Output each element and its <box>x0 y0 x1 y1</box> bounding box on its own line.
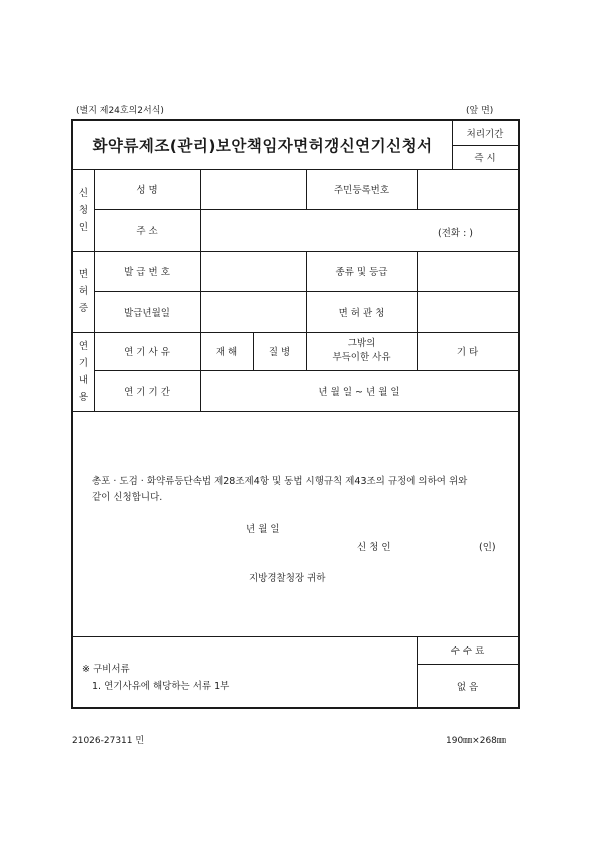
fee-label: 수 수 료 <box>450 646 485 657</box>
issue-date-label: 발급년월일 <box>124 307 170 319</box>
form-reference: (별지 제24호의2서식) <box>76 106 164 116</box>
addressee: 지방경찰청장 귀하 <box>249 573 326 584</box>
postponement-reason-label: 연 기 사 유 <box>124 347 170 358</box>
required-documents-item: 1. 연기사유에 해당하는 서류 1부 <box>92 681 230 692</box>
license-group-label: 면 허 증 <box>78 269 89 314</box>
application-date: 년 월 일 <box>246 524 280 535</box>
address-label: 주 소 <box>136 226 158 237</box>
applicant-signature-label: 신 청 인 <box>357 542 391 553</box>
applicant-group-label: 신 청 인 <box>78 187 89 233</box>
seal-mark: (인) <box>479 542 496 553</box>
issue-number-field[interactable] <box>201 252 306 291</box>
form-code: 21026-27311 민 <box>72 736 145 746</box>
resident-number-field[interactable] <box>418 170 518 209</box>
statement-line-1: 총포 · 도검 · 화약류등단속법 제28조제4항 및 동법 시행규칙 제43조의 규정에 의하여 위와 <box>92 476 468 487</box>
postponement-group-label: 연 기 내 용 <box>78 340 89 403</box>
name-field[interactable] <box>201 170 306 209</box>
type-grade-label: 종류 및 등급 <box>335 267 388 278</box>
statement-line-2: 같이 신청합니다. <box>92 492 163 503</box>
processing-period-label: 처리기간 <box>466 129 504 140</box>
postponement-period-label: 연 기 기 간 <box>124 386 170 398</box>
application-form <box>71 119 520 709</box>
issuing-office-label: 면 허 관 청 <box>338 307 385 319</box>
postponement-period-field[interactable]: 년 월 일 ~ 년 월 일 <box>318 386 400 398</box>
issue-date-field[interactable] <box>201 292 306 332</box>
reason-unavoidable-option[interactable]: 그밖의 부득이한 사유 <box>332 338 391 363</box>
paper-size: 190㎜×268㎜ <box>446 736 506 746</box>
required-documents-title: ※ 구비서류 <box>82 664 130 675</box>
issue-number-label: 발 급 번 호 <box>124 267 170 278</box>
reason-disaster-option[interactable]: 재 해 <box>215 347 238 358</box>
resident-number-label: 주민등록번호 <box>333 185 390 196</box>
form-title: 화약류제조(관리)보안책임자면허갱신연기신청서 <box>92 137 433 155</box>
fee-value: 없 음 <box>456 681 479 693</box>
reason-other-option[interactable]: 기 타 <box>456 347 479 358</box>
page-side-label: (앞 면) <box>466 106 494 116</box>
type-grade-field[interactable] <box>418 252 518 291</box>
processing-period-value: 즉 시 <box>474 153 496 164</box>
phone-text: (전화 : ) <box>438 228 474 239</box>
issuing-office-field[interactable] <box>418 292 518 332</box>
reason-illness-option[interactable]: 질 병 <box>268 347 291 358</box>
name-label: 성 명 <box>136 185 158 196</box>
